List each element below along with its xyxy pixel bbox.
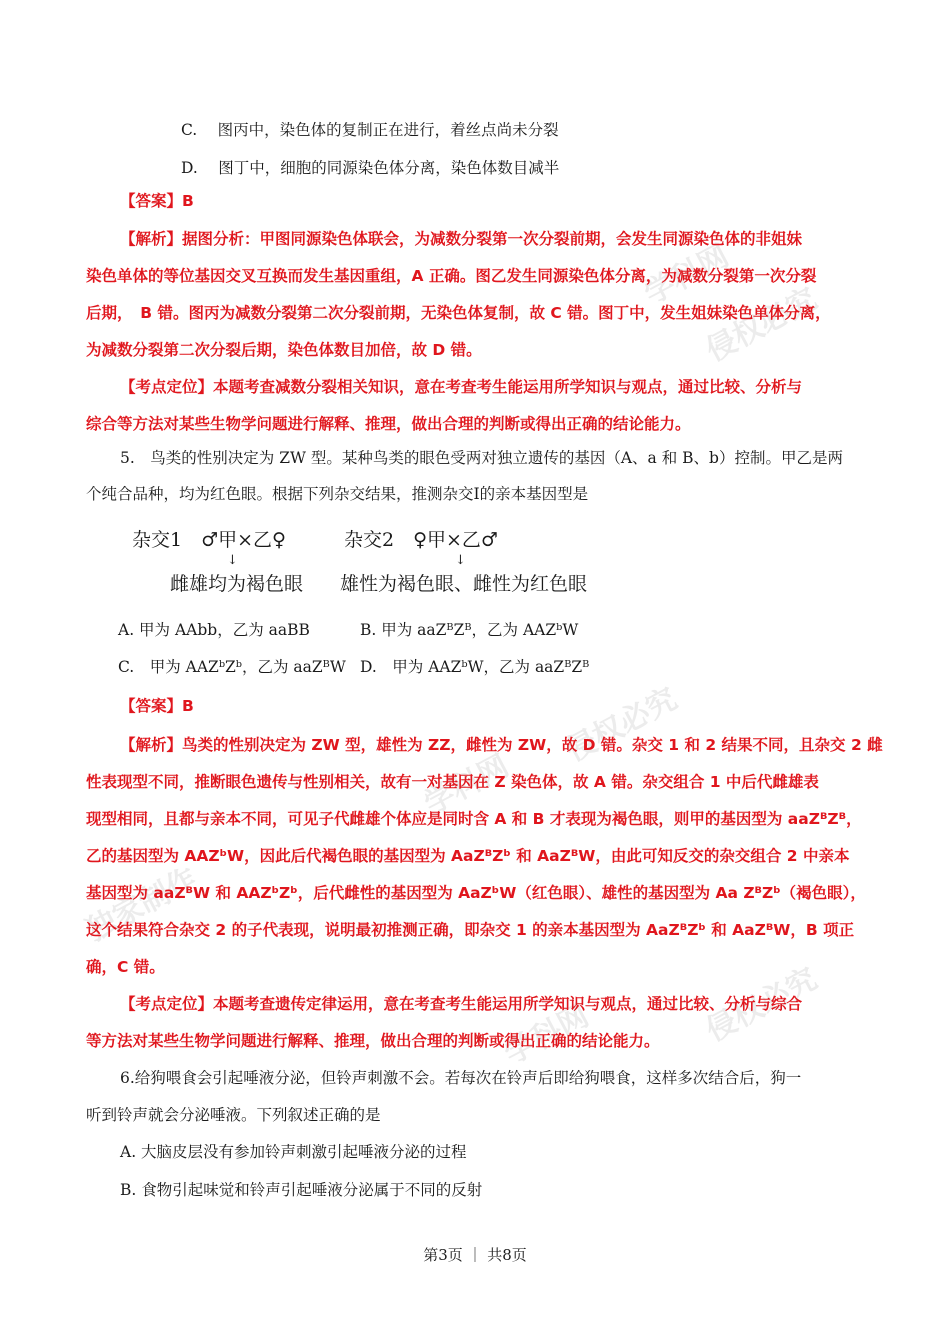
q6-stem-line: 听到铃声就会分泌唾液。下列叙述正确的是 bbox=[86, 1106, 381, 1124]
q5-analysis-line: 确，C 错。 bbox=[86, 958, 165, 976]
q6-option-b: B. 食物引起味觉和铃声引起唾液分泌属于不同的反射 bbox=[120, 1181, 483, 1199]
q5-analysis-line: 乙的基因型为 AAZᵇW，因此后代褐色眼的基因型为 AaZᴮZᵇ 和 AaZᴮW，由此可知反交的杂交组合 2 中亲本 bbox=[86, 847, 850, 865]
q5-analysis-line: 性表现型不同，推断眼色遗传与性别相关，故有一对基因在 Z 染色体，故 A 错。杂交组合 1 中后代雌雄表 bbox=[86, 773, 819, 791]
q4-analysis-line: 【解析】据图分析：甲图同源染色体联会，为减数分裂第一次分裂前期，会发生同源染色体的非姐妹 bbox=[120, 230, 803, 248]
cross2-arrow-icon: ↓ bbox=[455, 553, 466, 568]
q4-answer: 【答案】B bbox=[120, 192, 194, 210]
q5-option-b: B. 甲为 aaZᴮZᴮ，乙为 AAZᵇW bbox=[360, 621, 579, 639]
q5-analysis-line: 基因型为 aaZᴮW 和 AAZᵇZᵇ，后代雌性的基因型为 AaZᵇW（红色眼）、雄性的基因型为 Aa ZᴮZᵇ（褐色眼）， bbox=[86, 884, 866, 902]
q4-analysis-line: 为减数分裂第二次分裂后期，染色体数目加倍，故 D 错。 bbox=[86, 341, 482, 359]
cross2-label: 杂交2 ♀甲×乙♂ bbox=[344, 529, 498, 551]
watermark: 学科网 bbox=[638, 238, 735, 312]
q5-stem-line: 个纯合品种，均为红色眼。根据下列杂交结果，推测杂交Ⅰ的亲本基因型是 bbox=[86, 485, 589, 503]
q5-analysis-line: 【解析】鸟类的性别决定为 ZW 型，雄性为 ZZ，雌性为 ZW，故 D 错。杂交 1 和 2 结果不同，且杂交 2 雌 bbox=[120, 736, 883, 754]
q5-kaodian-line: 【考点定位】本题考查遗传定律运用，意在考查考生能运用所学知识与观点，通过比较、分析与综合 bbox=[120, 995, 803, 1013]
q4-option-c: C. 图丙中，染色体的复制正在进行，着丝点尚未分裂 bbox=[181, 121, 559, 139]
cross1-arrow-icon: ↓ bbox=[227, 553, 238, 568]
q5-option-a: A. 甲为 AAbb，乙为 aaBB bbox=[118, 621, 310, 639]
q5-option-c: C. 甲为 AAZᵇZᵇ，乙为 aaZᴮW bbox=[118, 658, 346, 676]
watermark: 学科网 bbox=[498, 998, 595, 1072]
q4-analysis-line: 后期， B 错。图丙为减数分裂第二次分裂前期，无染色体复制，故 C 错。图丁中，发生姐妹染色单体分离， bbox=[86, 304, 831, 322]
q6-option-a: A. 大脑皮层没有参加铃声刺激引起唾液分泌的过程 bbox=[120, 1143, 467, 1161]
q5-option-d: D. 甲为 AAZᵇW，乙为 aaZᴮZᴮ bbox=[360, 658, 590, 676]
q4-kaodian-line: 【考点定位】本题考查减数分裂相关知识，意在考查考生能运用所学知识与观点，通过比较、分析与 bbox=[120, 378, 803, 396]
watermark: 侵权必究 bbox=[700, 961, 823, 1049]
watermark: 侵权必究 bbox=[560, 681, 683, 769]
q5-stem-line: 5. 鸟类的性别决定为 ZW 型。某种鸟类的眼色受两对独立遗传的基因（A、a 和 B、b）控制。甲乙是两 bbox=[120, 449, 843, 467]
q5-kaodian-line: 等方法对某些生物学问题进行解释、推理，做出合理的判断或得出正确的结论能力。 bbox=[86, 1032, 660, 1050]
watermark: 侵权必究 bbox=[700, 281, 823, 369]
q4-analysis-line: 染色单体的等位基因交叉互换而发生基因重组，A 正确。图乙发生同源染色体分离，为减数分裂第一次分裂 bbox=[86, 267, 817, 285]
cross1-label: 杂交1 ♂甲×乙♀ bbox=[132, 529, 286, 551]
cross1-result: 雌雄均为褐色眼 bbox=[170, 573, 304, 595]
watermark: 独家制作 bbox=[80, 861, 203, 949]
watermark: 学科网 bbox=[418, 748, 515, 822]
q4-kaodian-line: 综合等方法对某些生物学问题进行解释、推理，做出合理的判断或得出正确的结论能力。 bbox=[86, 415, 691, 433]
q5-analysis-line: 现型相同，且都与亲本不同，可见子代雌雄个体应是同时含 A 和 B 才表现为褐色眼，则甲的基因型为 aaZᴮZᴮ， bbox=[86, 810, 862, 828]
q5-answer: 【答案】B bbox=[120, 697, 194, 715]
q4-option-d: D. 图丁中，细胞的同源染色体分离，染色体数目减半 bbox=[181, 159, 560, 177]
q6-stem-line: 6.给狗喂食会引起唾液分泌，但铃声刺激不会。若每次在铃声后即给狗喂食，这样多次结合后，狗一 bbox=[120, 1069, 802, 1087]
cross2-result: 雄性为褐色眼、雌性为红色眼 bbox=[340, 573, 588, 595]
q5-analysis-line: 这个结果符合杂交 2 的子代表现，说明最初推测正确，即杂交 1 的亲本基因型为 AaZᴮZᵇ 和 AaZᴮW，B 项正 bbox=[86, 921, 855, 939]
page-footer: 第3页 ｜ 共8页 bbox=[423, 1246, 527, 1264]
